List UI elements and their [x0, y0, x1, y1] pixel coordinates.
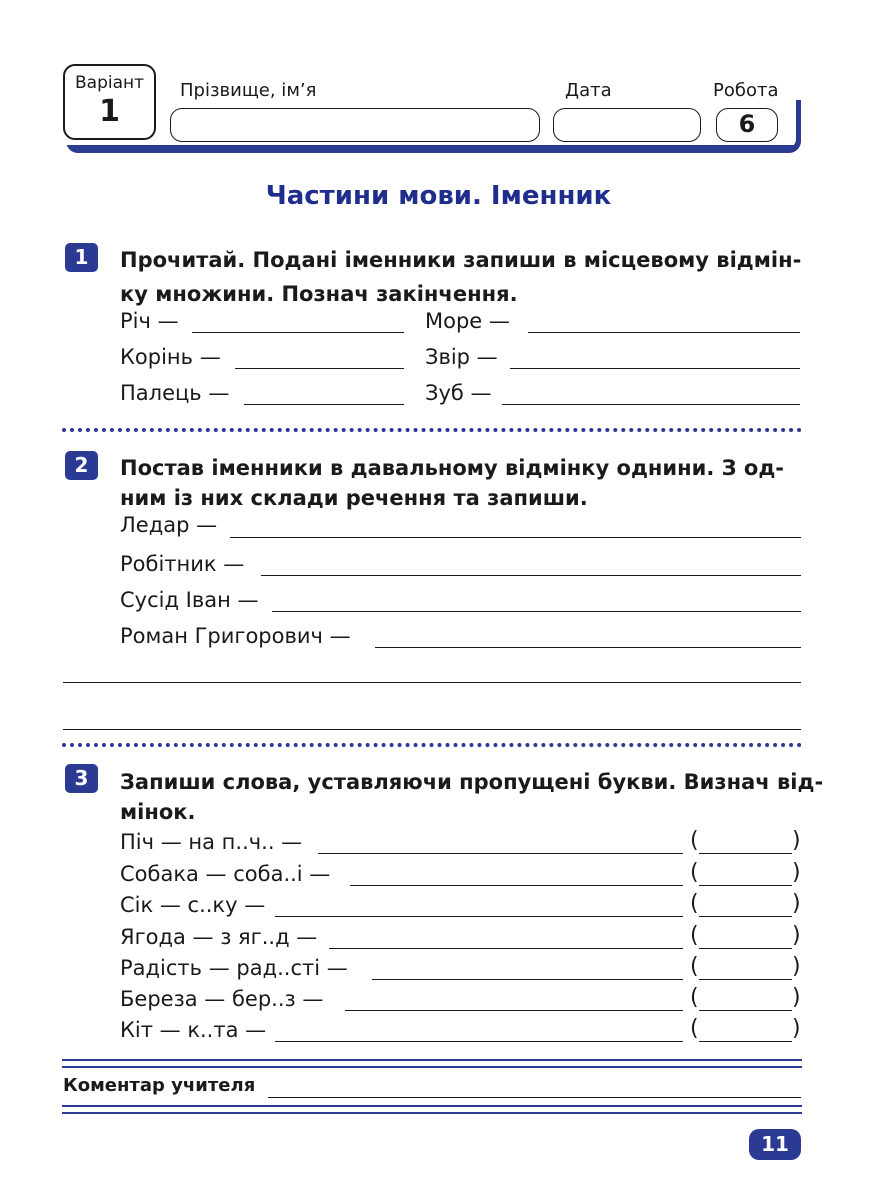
- variant-box: [63, 64, 156, 140]
- case-answer-line[interactable]: [699, 863, 792, 886]
- task1-left-item-1: Річ —: [120, 309, 179, 333]
- task3-text-line2: мінок.: [120, 800, 196, 824]
- task3-item-7: Кіт — к..та —: [120, 1018, 267, 1042]
- case-paren-open: (: [690, 860, 699, 885]
- task2-answer-line[interactable]: [375, 625, 801, 648]
- task2-answer-line[interactable]: [230, 515, 801, 538]
- section-divider: [62, 743, 802, 747]
- task3-answer-line[interactable]: [372, 957, 683, 980]
- task1-right-item-3: Зуб —: [425, 381, 492, 405]
- case-paren-close: ): [792, 923, 801, 948]
- case-paren-close: ): [792, 891, 801, 916]
- footer-divider: [62, 1105, 802, 1114]
- variant-label: Варіант: [74, 73, 145, 93]
- task2-text-line1: Постав іменники в давальному відмінку однини. З од-: [120, 456, 784, 480]
- name-field[interactable]: [170, 108, 540, 142]
- task3-answer-line[interactable]: [345, 988, 683, 1011]
- task2-text-line2: ним із них склади речення та запиши.: [120, 486, 588, 510]
- page-title: Частини мови. Іменник: [265, 181, 612, 211]
- task2-badge: 2: [65, 451, 98, 480]
- task1-left-item-2: Корінь —: [120, 345, 221, 369]
- task1-right-item-2: Звір —: [425, 345, 498, 369]
- teacher-comment-label: Коментар учителя: [63, 1075, 256, 1096]
- task2-item-4: Роман Григорович —: [120, 624, 351, 648]
- name-label: Прізвище, ім’я: [180, 80, 317, 101]
- task1-text-line1: Прочитай. Подані іменники запиши в місцевому відмін-: [120, 248, 802, 272]
- date-label: Дата: [565, 80, 612, 101]
- task1-badge: 1: [65, 243, 98, 272]
- case-answer-line[interactable]: [699, 926, 792, 949]
- task2-answer-line[interactable]: [261, 553, 801, 576]
- task2-sentence-line[interactable]: [63, 707, 801, 730]
- task3-text-line1: Запиши слова, уставляючи пропущені букви. Визнач від-: [120, 770, 824, 794]
- case-paren-open: (: [690, 1016, 699, 1041]
- page-number: 11: [749, 1129, 801, 1160]
- variant-number: 1: [99, 94, 120, 129]
- task1-answer-line[interactable]: [244, 382, 404, 405]
- case-paren-close: ): [792, 860, 801, 885]
- task3-item-1: Піч — на п..ч.. —: [120, 830, 303, 854]
- case-paren-open: (: [690, 954, 699, 979]
- task3-item-2: Собака — соба..і —: [120, 862, 331, 886]
- task1-answer-line[interactable]: [510, 346, 800, 369]
- task1-right-item-1: Море —: [425, 309, 510, 333]
- case-answer-line[interactable]: [699, 957, 792, 980]
- work-label: Робота: [713, 80, 779, 101]
- section-divider: [62, 428, 802, 432]
- task1-text-line2: ку множини. Познач закінчення.: [120, 282, 518, 306]
- task3-answer-line[interactable]: [350, 863, 683, 886]
- case-paren-close: ): [792, 1016, 801, 1041]
- case-answer-line[interactable]: [699, 1019, 792, 1042]
- case-paren-open: (: [690, 891, 699, 916]
- task3-item-5: Радість — рад..сті —: [120, 956, 348, 980]
- case-paren-open: (: [690, 985, 699, 1010]
- task1-answer-line[interactable]: [235, 346, 404, 369]
- task1-answer-line[interactable]: [528, 310, 800, 333]
- case-paren-close: ): [792, 828, 801, 853]
- task1-answer-line[interactable]: [192, 310, 404, 333]
- task3-item-4: Ягода — з яг..д —: [120, 925, 318, 949]
- task3-answer-line[interactable]: [275, 1019, 683, 1042]
- case-paren-open: (: [690, 923, 699, 948]
- task3-answer-line[interactable]: [275, 894, 683, 917]
- header-underline-corner: [780, 100, 801, 153]
- task2-item-1: Ледар —: [120, 513, 218, 537]
- teacher-comment-line[interactable]: [268, 1075, 801, 1098]
- task2-answer-line[interactable]: [272, 589, 801, 612]
- task3-answer-line[interactable]: [329, 926, 683, 949]
- work-number: 6: [716, 108, 778, 142]
- case-answer-line[interactable]: [699, 894, 792, 917]
- task2-item-3: Сусід Іван —: [120, 588, 259, 612]
- task2-item-2: Робітник —: [120, 552, 245, 576]
- footer-divider: [62, 1059, 802, 1068]
- case-paren-close: ): [792, 954, 801, 979]
- task1-answer-line[interactable]: [502, 382, 800, 405]
- task1-left-item-3: Палець —: [120, 381, 230, 405]
- task3-badge: 3: [65, 764, 98, 793]
- task3-answer-line[interactable]: [318, 831, 683, 854]
- case-paren-close: ): [792, 985, 801, 1010]
- task3-item-3: Сік — с..ку —: [120, 893, 266, 917]
- case-answer-line[interactable]: [699, 831, 792, 854]
- case-paren-open: (: [690, 828, 699, 853]
- date-field[interactable]: [553, 108, 701, 142]
- case-answer-line[interactable]: [699, 988, 792, 1011]
- task3-item-6: Береза — бер..з —: [120, 987, 324, 1011]
- task2-sentence-line[interactable]: [63, 660, 801, 683]
